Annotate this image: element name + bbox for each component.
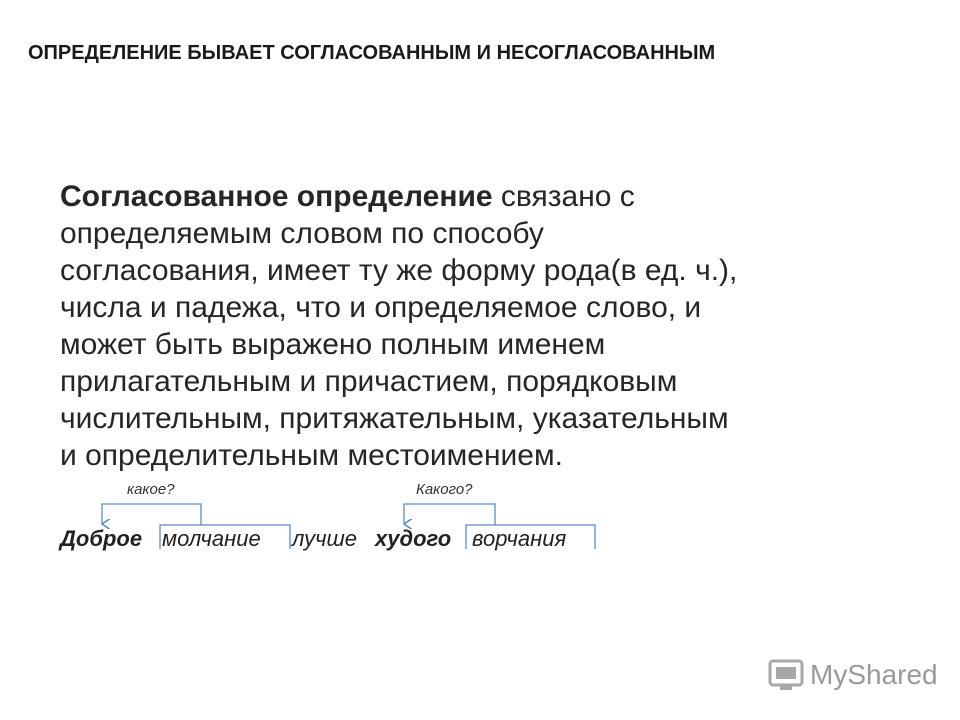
example-word-vorchaniya: ворчания — [472, 526, 567, 551]
definition-line-6: прилагательным и причастием, порядковым — [60, 365, 678, 398]
arrow-vorchaniya-to-khudogo — [404, 504, 495, 525]
definition-line-7: числительным, притяжательным, указательным — [60, 402, 729, 435]
myshared-watermark — [768, 655, 938, 695]
example-word-molchanie: молчание — [162, 526, 261, 551]
arrow-molchanie-to-dobroe — [102, 504, 201, 525]
slide-title: ОПРЕДЕЛЕНИЕ БЫВАЕТ СОГЛАСОВАННЫМ И НЕСОГЛАСОВАННЫМ — [28, 42, 716, 64]
definition-line-4: числа и падежа, что и определяемое слово, и — [60, 291, 702, 324]
definition-line-1: связано с — [492, 180, 635, 213]
watermark-text: MyShared — [810, 659, 938, 690]
definition-line-5: может быть выражено полным именем — [60, 328, 606, 361]
myshared-logo-icon — [768, 658, 804, 692]
definition-term: Согласованное определение — [60, 180, 493, 213]
question-label-kakogo: Какого? — [416, 481, 473, 498]
definition-line-8: и определительным местоимением. — [60, 439, 563, 472]
definition-line-2: определяемым словом по способу — [60, 217, 544, 250]
example-word-dobroe: Доброе — [60, 526, 143, 551]
example-word-khudogo: худого — [375, 526, 452, 551]
definition-line-3: согласования, имеет ту же форму рода(в ед. ч.), — [60, 254, 738, 287]
example-word-luchshe: лучше — [292, 526, 358, 551]
question-label-kakoe: какое? — [127, 481, 175, 498]
